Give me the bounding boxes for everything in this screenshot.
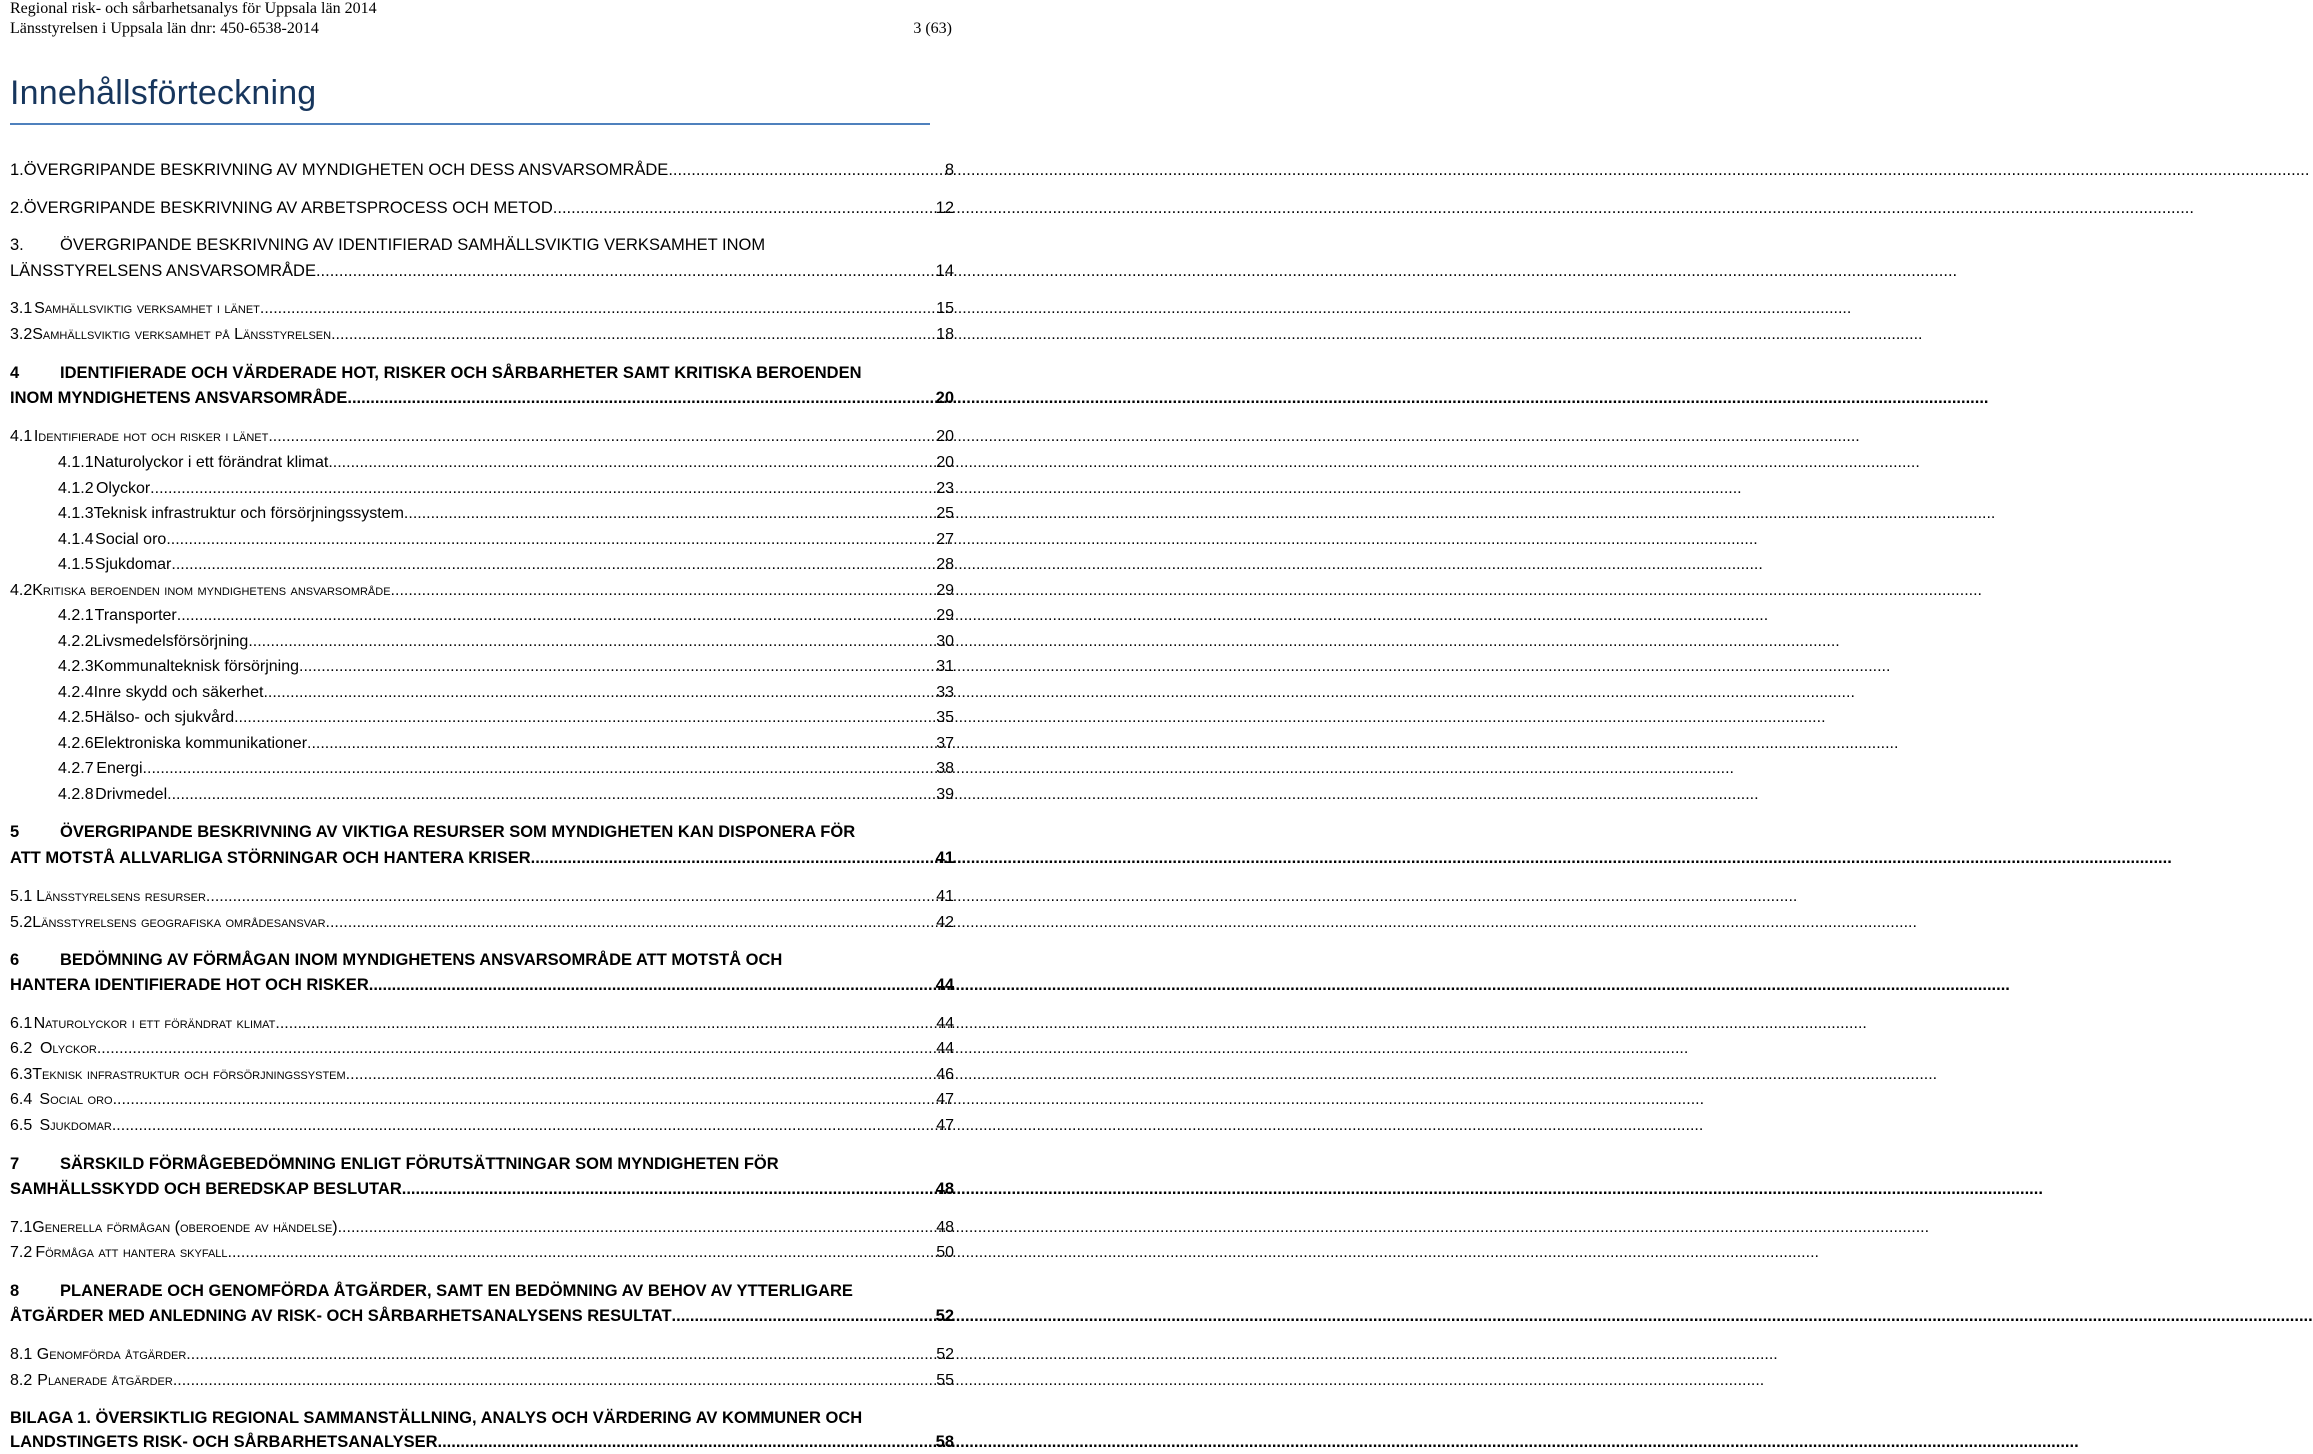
toc-entry-number: 5 [10, 823, 20, 841]
toc-entry-text: Hälso- och sjukvård [93, 709, 235, 726]
toc-entry-number: 6 [10, 951, 20, 969]
toc-entry-text: Inre skydd och säkerhet [93, 684, 264, 701]
toc-dot-leader [326, 914, 935, 932]
toc-entry-8-1[interactable] [10, 1346, 954, 1364]
toc-dot-leader [186, 1346, 934, 1364]
toc-entry-text: SÄRSKILD FÖRMÅGEBEDÖMNING ENLIGT FÖRUTSÄTTNINGAR SOM MYNDIGHETEN FÖR [60, 1155, 779, 1173]
toc-entry-1[interactable] [10, 161, 954, 180]
toc-entry-text: ÖVERGRIPANDE BESKRIVNING AV VIKTIGA RESURSER SOM MYNDIGHETEN KAN DISPONERA FÖR [60, 823, 856, 841]
toc-entry-4-2-1[interactable] [58, 607, 954, 625]
toc-entry-number: 7.1 [10, 1219, 33, 1236]
toc-entry-text: INOM MYNDIGHETENS ANSVARSOMRÅDE [10, 389, 348, 407]
toc-entry-number: 4.2.1 [58, 607, 94, 624]
toc-entry-3-continued[interactable] [10, 262, 954, 281]
toc-entry-text: Energi [96, 760, 143, 777]
toc-dot-leader [167, 786, 934, 804]
toc-entry-text: ÖVERGRIPANDE BESKRIVNING AV MYNDIGHETEN OCH DESS ANSVARSOMRÅDE [23, 161, 669, 179]
toc-dot-leader [234, 709, 934, 727]
toc-entry-page: 37 [936, 735, 954, 752]
toc-entry-text: LÄNSSTYRELSENS ANSVARSOMRÅDE [10, 262, 316, 280]
toc-entry-number: 8.2 [10, 1372, 33, 1389]
toc-entry-page: 30 [936, 633, 954, 650]
page-title: Innehållsförteckning [10, 74, 317, 112]
toc-dot-leader [206, 888, 934, 906]
toc-entry-text: Länsstyrelsens resurser [36, 888, 206, 905]
toc-dot-leader [404, 505, 934, 523]
header-document-id: Länsstyrelsen i Uppsala län dnr: 450-6538-2014 [10, 20, 319, 37]
toc-dot-leader [268, 428, 934, 446]
toc-entry-page: 18 [936, 326, 954, 343]
toc-entry-number: 5.2 [10, 914, 33, 931]
toc-entry-8-continued[interactable] [10, 1307, 954, 1326]
toc-entry-text: Social oro [39, 1091, 113, 1108]
toc-entry-page: 44 [936, 1015, 954, 1032]
toc-entry-page: 23 [936, 480, 954, 497]
toc-dot-leader [331, 326, 934, 344]
toc-entry-text: Transporter [94, 607, 177, 624]
toc-entry-5[interactable] [10, 823, 855, 842]
toc-entry-text: Livsmedelsförsörjning [93, 633, 249, 650]
toc-entry-page: 46 [936, 1066, 954, 1083]
toc-entry-text: Social oro [95, 531, 167, 548]
toc-entry-text: Naturolyckor i ett förändrat klimat [93, 454, 329, 471]
toc-entry-4-1-1[interactable] [58, 454, 954, 472]
toc-entry-number: 3. [10, 236, 24, 254]
toc-dot-leader [553, 199, 934, 218]
toc-entry-8[interactable] [10, 1282, 853, 1301]
toc-entry-text: PLANERADE OCH GENOMFÖRDA ÅTGÄRDER, SAMT EN BEDÖMNING AV BEHOV AV YTTERLIGARE [60, 1282, 853, 1300]
toc-entry-number: 7.2 [10, 1244, 33, 1261]
toc-entry-number: 3.1 [10, 300, 33, 317]
toc-entry-text: ÖVERGRIPANDE BESKRIVNING AV IDENTIFIERAD SAMHÄLLSVIKTIG VERKSAMHET INOM [60, 236, 766, 254]
toc-dot-leader [113, 1091, 935, 1109]
toc-entry-4[interactable] [10, 364, 862, 383]
toc-dot-leader [260, 300, 934, 318]
toc-dot-leader [275, 1015, 934, 1033]
toc-entry-text: Kritiska beroenden inom myndighetens ansvarsområde [32, 582, 391, 599]
toc-entry-4-1-3[interactable] [58, 505, 954, 523]
toc-entry-6-1[interactable] [10, 1015, 954, 1033]
toc-entry-number: 4.2.3 [58, 658, 94, 675]
toc-entry-text: Drivmedel [95, 786, 168, 803]
toc-entry-number: 4.2.6 [58, 735, 94, 752]
toc-entry-text: ATT MOTSTÅ ALLVARLIGA STÖRNINGAR OCH HANTERA KRISER [10, 849, 531, 867]
toc-entry-text: Länsstyrelsens geografiska områdesansvar [32, 914, 326, 931]
toc-entry-number: 4.2.5 [58, 709, 94, 726]
toc-entry-7[interactable] [10, 1155, 779, 1174]
toc-entry-page: 20 [936, 428, 954, 445]
toc-entry-text: LANDSTINGETS RISK- OCH SÅRBARHETSANALYSER [10, 1433, 438, 1451]
toc-entry-text: Teknisk infrastruktur och försörjningssystem [93, 505, 404, 522]
toc-entry-4-2-8[interactable] [58, 786, 954, 804]
toc-entry-text: BEDÖMNING AV FÖRMÅGAN INOM MYNDIGHETENS ANSVARSOMRÅDE ATT MOTSTÅ OCH [60, 951, 783, 969]
toc-entry-text: Förmåga att hantera skyfall [35, 1244, 228, 1261]
toc-entry-4-2[interactable] [10, 582, 954, 600]
toc-entry-page: 52 [935, 1307, 954, 1325]
toc-entry-number: 4.1 [10, 428, 33, 445]
toc-entry-page: 29 [936, 607, 954, 624]
toc-entry-6-5[interactable] [10, 1117, 954, 1135]
toc-entry-page: 15 [936, 300, 954, 317]
toc-entry-page: 33 [936, 684, 954, 701]
toc-entry-page: 14 [935, 262, 954, 280]
toc-dot-leader [171, 556, 934, 574]
toc-dot-leader [369, 976, 934, 995]
toc-dot-leader [248, 633, 934, 651]
toc-dot-leader [112, 1117, 934, 1135]
toc-entry-5-2[interactable] [10, 914, 954, 932]
toc-dot-leader [143, 760, 935, 778]
toc-entry-4-2-2[interactable] [58, 633, 954, 651]
toc-entry-number: 6.4 [10, 1091, 33, 1108]
toc-entry-text: HANTERA IDENTIFIERADE HOT OCH RISKER [10, 976, 369, 994]
toc-entry-number: 5.1 [10, 888, 33, 905]
toc-entry-page: 47 [936, 1091, 954, 1108]
toc-entry-6-3[interactable] [10, 1066, 954, 1084]
toc-entry-number: 4.2.8 [58, 786, 94, 803]
toc-entry-4-1-5[interactable] [58, 556, 954, 574]
toc-entry-page: 41 [936, 888, 954, 905]
toc-entry-number: 7 [10, 1155, 20, 1173]
toc-dot-leader [307, 735, 934, 753]
toc-entry-page: 44 [935, 976, 954, 994]
toc-entry-number: 8 [10, 1282, 20, 1300]
toc-entry-6-4[interactable] [10, 1091, 954, 1109]
toc-entry-page: 35 [936, 709, 954, 726]
toc-dot-leader [97, 1040, 934, 1058]
toc-entry-bilaga-1[interactable] [10, 1409, 862, 1428]
toc-entry-page: 25 [936, 505, 954, 522]
toc-entry-3[interactable] [10, 236, 765, 255]
toc-entry-text: BILAGA 1. ÖVERSIKTLIG REGIONAL SAMMANSTÄLLNING, ANALYS OCH VÄRDERING AV KOMMUNER OCH [10, 1409, 863, 1427]
toc-entry-4-2-4[interactable] [58, 684, 954, 702]
toc-entry-page: 12 [935, 199, 954, 217]
toc-dot-leader [177, 607, 934, 625]
header-page-number: 3 (63) [913, 20, 952, 37]
toc-entry-text: Identifierade hot och risker i länet [33, 428, 269, 445]
toc-entry-4-1-4[interactable] [58, 531, 954, 549]
toc-entry-number: 6.1 [10, 1015, 33, 1032]
toc-entry-number: 4.2.4 [58, 684, 94, 701]
toc-dot-leader [391, 582, 935, 600]
toc-entry-8-2[interactable] [10, 1372, 954, 1390]
header-document-title: Regional risk- och sårbarhetsanalys för Uppsala län 2014 [10, 0, 377, 17]
toc-entry-text: Sjukdomar [94, 556, 172, 573]
toc-entry-number: 4.2.7 [58, 760, 94, 777]
toc-entry-4-2-3[interactable] [58, 658, 954, 676]
toc-entry-text: Planerade åtgärder [37, 1372, 173, 1389]
toc-dot-leader [338, 1219, 935, 1237]
toc-entry-text: Olyckor [95, 480, 151, 497]
toc-entry-4-1-2[interactable] [58, 480, 954, 498]
toc-entry-6-continued[interactable] [10, 976, 954, 995]
toc-entry-page: 28 [936, 556, 954, 573]
toc-entry-7-2[interactable] [10, 1244, 954, 1262]
toc-entry-number: 6.3 [10, 1066, 33, 1083]
toc-entry-text: Olyckor [39, 1040, 97, 1057]
toc-entry-bilaga-1-continued[interactable] [10, 1433, 954, 1452]
toc-entry-page: 38 [936, 760, 954, 777]
toc-entry-page: 55 [936, 1372, 954, 1389]
toc-entry-7-1[interactable] [10, 1219, 954, 1237]
toc-entry-text: ÖVERGRIPANDE BESKRIVNING AV ARBETSPROCESS OCH METOD [23, 199, 553, 217]
toc-entry-text: Naturolyckor i ett förändrat klimat [33, 1015, 276, 1032]
toc-entry-number: 1. [10, 161, 24, 179]
toc-dot-leader [150, 480, 934, 498]
toc-entry-text: Genomförda åtgärder [36, 1346, 187, 1363]
toc-dot-leader [328, 454, 934, 472]
toc-entry-number: 3.2 [10, 326, 33, 343]
toc-entry-page: 27 [936, 531, 954, 548]
toc-entry-number: 4 [10, 364, 20, 382]
toc-entry-number: 4.1.5 [58, 556, 94, 573]
toc-dot-leader [672, 1307, 934, 1326]
toc-entry-3-1[interactable] [10, 300, 954, 318]
toc-dot-leader [346, 1066, 935, 1084]
toc-entry-page: 48 [935, 1180, 954, 1198]
toc-entry-number: 4.1.3 [58, 505, 94, 522]
table-of-contents [0, 0, 960, 1454]
toc-dot-leader [299, 658, 934, 676]
toc-dot-leader [263, 684, 934, 702]
toc-entry-page: 44 [936, 1040, 954, 1057]
toc-entry-5-1[interactable] [10, 888, 954, 906]
toc-entry-text: SAMHÄLLSSKYDD OCH BEREDSKAP BESLUTAR [10, 1180, 402, 1198]
toc-dot-leader [173, 1372, 934, 1390]
toc-entry-number: 4.1.1 [58, 454, 94, 471]
toc-entry-number: 4.2 [10, 582, 33, 599]
toc-entry-page: 41 [935, 849, 954, 867]
toc-entry-page: 20 [936, 454, 954, 471]
toc-entry-4-2-5[interactable] [58, 709, 954, 727]
toc-dot-leader [228, 1244, 935, 1262]
toc-entry-4-2-7[interactable] [58, 760, 954, 778]
toc-entry-text: ÅTGÄRDER MED ANLEDNING AV RISK- OCH SÅRBARHETSANALYSENS RESULTAT [10, 1307, 672, 1325]
toc-entry-7-continued[interactable] [10, 1180, 954, 1199]
toc-entry-5-continued[interactable] [10, 849, 954, 868]
toc-entry-number: 8.1 [10, 1346, 33, 1363]
toc-entry-6[interactable] [10, 951, 782, 970]
toc-entry-4-2-6[interactable] [58, 735, 954, 753]
toc-entry-page: 29 [936, 582, 954, 599]
toc-entry-text: Samhällsviktig verksamhet på Länsstyrelsen [32, 326, 332, 343]
toc-entry-text: Elektroniska kommunikationer [93, 735, 308, 752]
toc-entry-4-continued[interactable] [10, 389, 954, 408]
toc-entry-number: 6.2 [10, 1040, 33, 1057]
toc-entry-page: 58 [935, 1433, 954, 1451]
toc-entry-number: 4.1.2 [58, 480, 94, 497]
toc-entry-text: Sjukdomar [39, 1117, 112, 1134]
toc-dot-leader [347, 389, 933, 408]
toc-dot-leader [166, 531, 934, 549]
toc-entry-text: Kommunalteknisk försörjning [93, 658, 300, 675]
toc-entry-page: 50 [936, 1244, 954, 1261]
toc-entry-page: 20 [935, 389, 954, 407]
toc-dot-leader [316, 262, 934, 281]
toc-entry-4-1[interactable] [10, 428, 954, 446]
toc-entry-text: Teknisk infrastruktur och försörjningssystem [32, 1066, 346, 1083]
toc-entry-text: IDENTIFIERADE OCH VÄRDERADE HOT, RISKER OCH SÅRBARHETER SAMT KRITISKA BEROENDEN [60, 364, 862, 382]
toc-dot-leader [402, 1180, 934, 1199]
toc-entry-page: 52 [936, 1346, 954, 1363]
toc-entry-text: Samhällsviktig verksamhet i länet [34, 300, 260, 317]
toc-entry-number: 2. [10, 199, 24, 217]
toc-entry-text: Generella förmågan (oberoende av händelse) [32, 1219, 338, 1236]
toc-entry-6-2[interactable] [10, 1040, 954, 1058]
toc-entry-page: 8 [944, 161, 954, 179]
toc-dot-leader [531, 849, 934, 868]
toc-entry-number: 6.5 [10, 1117, 33, 1134]
toc-entry-page: 47 [936, 1117, 954, 1134]
toc-entry-number: 4.2.2 [58, 633, 94, 650]
toc-entry-page: 39 [936, 786, 954, 803]
toc-entry-2[interactable] [10, 199, 954, 218]
toc-entry-page: 31 [936, 658, 954, 675]
toc-entry-page: 48 [936, 1219, 954, 1236]
toc-entry-number: 4.1.4 [58, 531, 94, 548]
toc-dot-leader [438, 1433, 934, 1452]
toc-dot-leader [668, 161, 943, 180]
toc-entry-page: 42 [936, 914, 954, 931]
toc-entry-3-2[interactable] [10, 326, 954, 344]
